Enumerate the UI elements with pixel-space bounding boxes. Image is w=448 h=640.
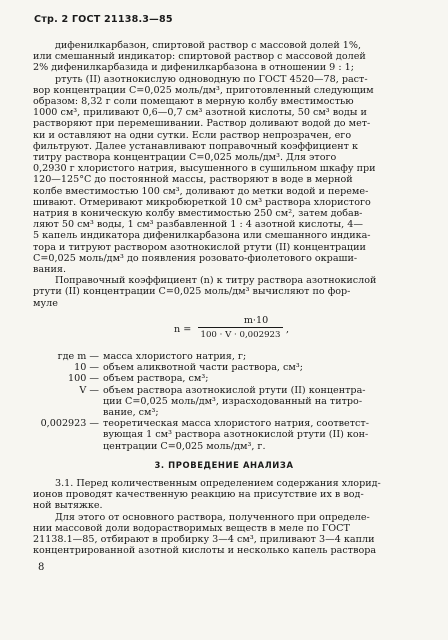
definition-key: 100 —	[68, 373, 99, 385]
paragraph-correction-factor: Поправочный коэффициент (n) к титру раствора азотнокислой ртути (II) концентрации C=0,025 моль/дм³ вычисляют по фор- муле	[33, 275, 377, 309]
paragraph-qualitative-reaction: 3.1. Перед количественным определением содержания хлорид- ионов проводят качественную реакцию на присутствие их в вод- ной вытяжке.	[33, 478, 381, 512]
formula-trailing: ,	[286, 324, 290, 335]
definition-row	[33, 351, 415, 362]
section-title: 3. ПРОВЕДЕНИЕ АНАЛИЗА	[154, 460, 294, 470]
paragraph-mercury-nitrate: ртуть (II) азотнокислую одноводную по ГОСТ 4520—78, раст- вор концентрации C=0,025 моль/дм³, приготовленный следующим образом: 8,32 г соли помещают в мерную колбу вместимостью 1000 см³, приливают 0,6—0,7 см³ азотной кислоты, 50 см³ воды и растворяют при перемешивании. Раствор доливают водой до мет- ки и оставляют на одни сутки. Если раствор непрозрачен, его фильтруют. Далее устанавливают поправочный коэффициент к титру раствора концентрации C=0,025 моль/дм³. Для этого 0,2930 г хлористого натрия, высушенного в сушильном шкафу при 120—125°C до постоянной массы, растворяют в воде в мерной колбе вместимостью 100 см³, доливают до метки водой и переме- шивают. Отмеривают микробюреткой 10 см³ раствора хлористого натрия в коническую колбу вместимостью 250 см², затем добав- ляют 50 см³ воды, 1 см³ разбавленной 1 : 4 азотной кислоты, 4— 5 капель индикатора дифенилкарбазона или смешанного индика- тора и титруют раствором азотнокислой ртути (II) концентрации C=0,025 моль/дм³ до появления розовато-фиолетового окраши- вания.	[33, 73, 376, 276]
body-text	[33, 40, 415, 309]
variable-definitions	[33, 351, 415, 452]
definition-row	[33, 418, 415, 452]
definition-value: масса хлористого натрия, г;	[103, 351, 247, 362]
formula-lhs: n =	[174, 324, 192, 335]
fraction-bar	[198, 327, 283, 328]
definition-key: где m —	[57, 351, 99, 362]
page-header: Стр. 2 ГОСТ 21138.3—85	[34, 14, 173, 25]
definition-value: объем аликвотной части раствора, см³;	[103, 362, 303, 374]
definition-value: объем раствора, см³;	[103, 373, 209, 385]
paragraph-indicator: дифенилкарбазон, спиртовой раствор с массовой долей 1%, или смешанный индикатор: спиртовой раствор с массовой долей 2% дифенилкарбазида и дифенилкарбазона в отношении 9 : 1;	[33, 40, 366, 74]
definition-value: объем раствора азотнокислой ртути (II) концентра- ции C=0,025 моль/дм³, израсходованный на титро- вание, см³;	[103, 384, 366, 419]
paragraph-sample-prep: Для этого от основного раствора, полученного при определе- нии массовой доли водорастворимых веществ в меле по ГОСТ 21138.1—85, отбирают в пробирку 3—4 см³, приливают 3—4 капли концентрированной азотной кислоты и несколько капель раствора	[33, 511, 377, 557]
definition-row	[33, 385, 415, 419]
definition-key: 0,002923 —	[40, 418, 99, 430]
definition-key: V —	[79, 384, 99, 396]
formula-denominator: 100 · V · 0,002923	[200, 330, 281, 340]
page-number: 8	[38, 562, 45, 573]
definition-row	[33, 373, 415, 384]
definition-row	[33, 362, 415, 373]
correction-formula	[174, 315, 334, 347]
formula-numerator: m·10	[243, 315, 269, 326]
definition-value: теоретическая масса хлористого натрия, соответст- вующая 1 см³ раствора азотнокислой ртути (II) кон- центрации C=0,025 моль/дм³, г.	[103, 418, 369, 452]
section-text	[33, 478, 415, 556]
definition-key: 10 —	[74, 362, 99, 374]
